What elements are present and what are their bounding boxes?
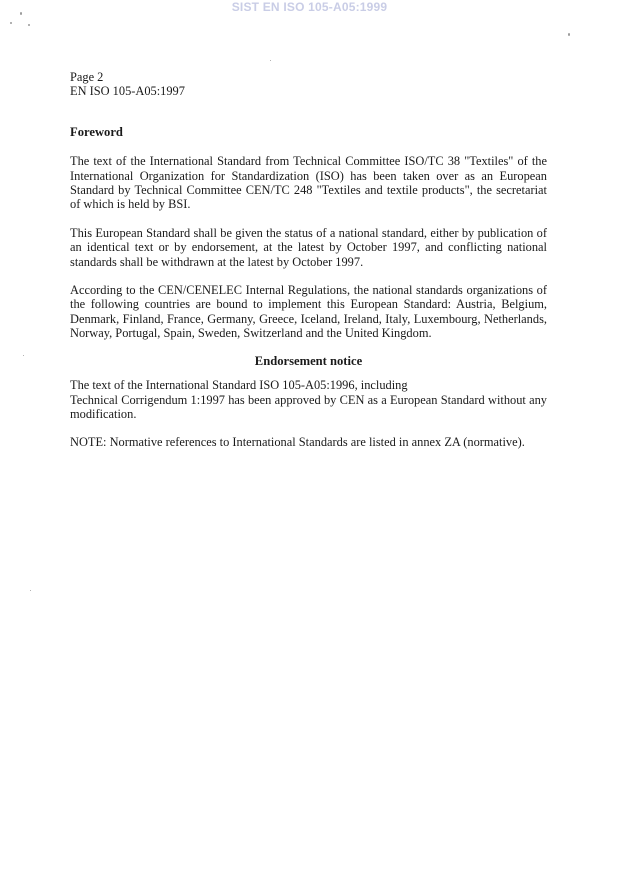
foreword-paragraph: The text of the International Standard from Technical Committee ISO/TC 38 "Textiles" of the International Organization for Standardization (ISO) has been taken over as an European Standard by Technical Committee CEN/TC 248 "Textiles and textile products", the secretariat of which is held by BSI. <box>70 154 547 212</box>
standard-reference: EN ISO 105-A05:1997 <box>70 84 185 99</box>
scan-speck <box>270 60 271 61</box>
endorsement-heading: Endorsement notice <box>254 353 363 368</box>
scan-speck <box>568 33 570 36</box>
watermark: SIST EN ISO 105-A05:1999 <box>231 0 388 14</box>
endorsement-text: Technical Corrigendum 1:1997 has been approved by CEN as a European Standard without any modification. <box>70 392 547 421</box>
normative-note: NOTE: Normative references to International Standards are listed in annex ZA (normative). <box>70 435 525 450</box>
scan-speck <box>23 355 24 356</box>
document-page <box>70 70 547 450</box>
foreword-paragraph: This European Standard shall be given the status of a national standard, either by publication of an identical text or by endorsement, at the latest by October 1997, and conflicting national standards shall be withdrawn at the latest by October 1997. <box>70 225 547 269</box>
foreword-paragraph: According to the CEN/CENELEC Internal Regulations, the national standards organizations of the following countries are bound to implement this European Standard: Austria, Belgium, Denmark, Finland, France, Germany, Greece, Iceland, Ireland, Italy, Luxembourg, Netherlands, Norway, Portugal, Spain, Sweden, Switzerland and the United Kingdom. <box>70 283 547 341</box>
scan-speck <box>28 24 30 26</box>
scan-speck <box>10 22 12 24</box>
foreword-heading: Foreword <box>70 124 123 139</box>
scan-speck <box>20 12 22 15</box>
endorsement-line: The text of the International Standard ISO 105-A05:1996, including <box>70 378 408 393</box>
page-number: Page 2 <box>70 70 104 84</box>
scan-speck <box>30 590 31 591</box>
